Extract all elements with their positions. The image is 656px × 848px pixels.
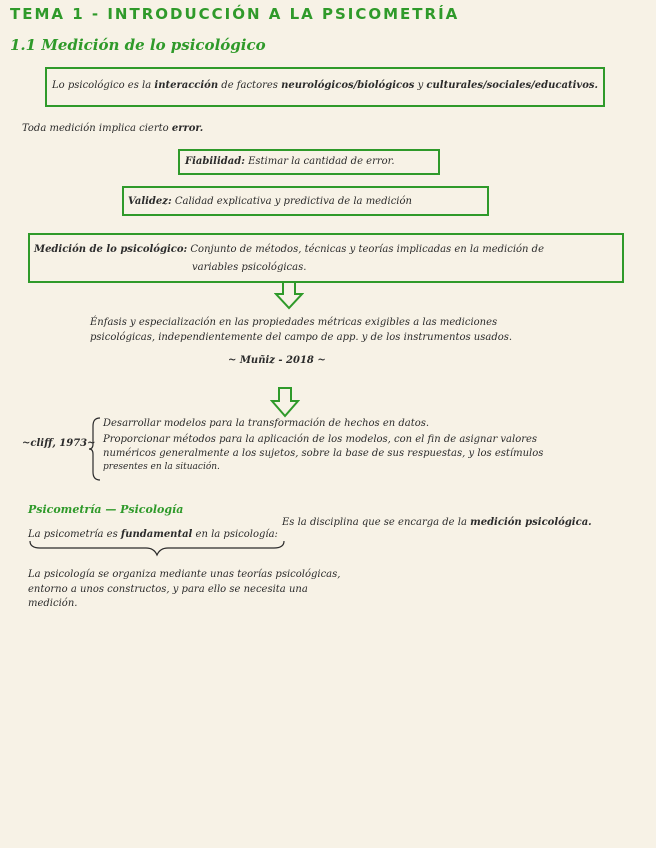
cliff-item-2c: presentes en la situación. — [103, 462, 220, 472]
final-line1: La psicología se organiza mediante unas teorías psicológicas, — [28, 569, 341, 580]
fiabilidad-text: Fiabilidad: Estimar la cantidad de error. — [185, 156, 395, 167]
validez-text: Validez: Calidad explicativa y predictiva de la medición — [128, 196, 412, 207]
page-title: TEMA 1 - INTRODUCCIÓN A LA PSICOMETRÍA — [10, 5, 460, 23]
psico-right: Es la disciplina que se encarga de la medición psicológica. — [282, 517, 592, 528]
psico-heading: Psicometría — Psicología — [28, 503, 184, 516]
final-line3: medición. — [28, 598, 78, 609]
cliff-citation: ~cliff, 1973~ — [22, 438, 96, 449]
underbrace-icon — [28, 539, 286, 559]
enfasis-line1: Énfasis y especialización en las propiedades métricas exigibles a las mediciones — [90, 317, 498, 328]
curly-brace-icon — [88, 416, 102, 482]
section-heading: 1.1 Medición de lo psicológico — [10, 36, 266, 54]
final-line2: entorno a unos constructos, y para ello se necesita una — [28, 584, 308, 595]
down-arrow-icon — [270, 386, 300, 418]
definition-text: Lo psicológico es la interacción de factores neurológicos/biológicos y culturales/sociales/educativos. — [52, 80, 598, 91]
enfasis-line2: psicológicas, independientemente del campo de app. y de los instrumentos usados. — [90, 332, 513, 343]
down-arrow-icon — [274, 280, 304, 310]
enfasis-citation: ~ Muñiz - 2018 ~ — [228, 355, 326, 366]
psico-left: La psicometría es fundamental en la psicología: — [28, 529, 278, 540]
cliff-item-1: Desarrollar modelos para la transformación de hechos en datos. — [103, 418, 430, 429]
medicion-line2: variables psicológicas. — [192, 262, 307, 273]
cliff-item-2a: Proporcionar métodos para la aplicación de los modelos, con el fin de asignar valores — [103, 434, 538, 445]
cliff-item-2b: numéricos generalmente a los sujetos, sobre la base de sus respuestas, y los estímulos — [103, 448, 544, 459]
medicion-line1: Medición de lo psicológico: Conjunto de métodos, técnicas y teorías implicadas en la medición de — [34, 244, 544, 255]
error-line: Toda medición implica cierto error. — [22, 123, 204, 134]
medicion-box — [28, 233, 624, 283]
